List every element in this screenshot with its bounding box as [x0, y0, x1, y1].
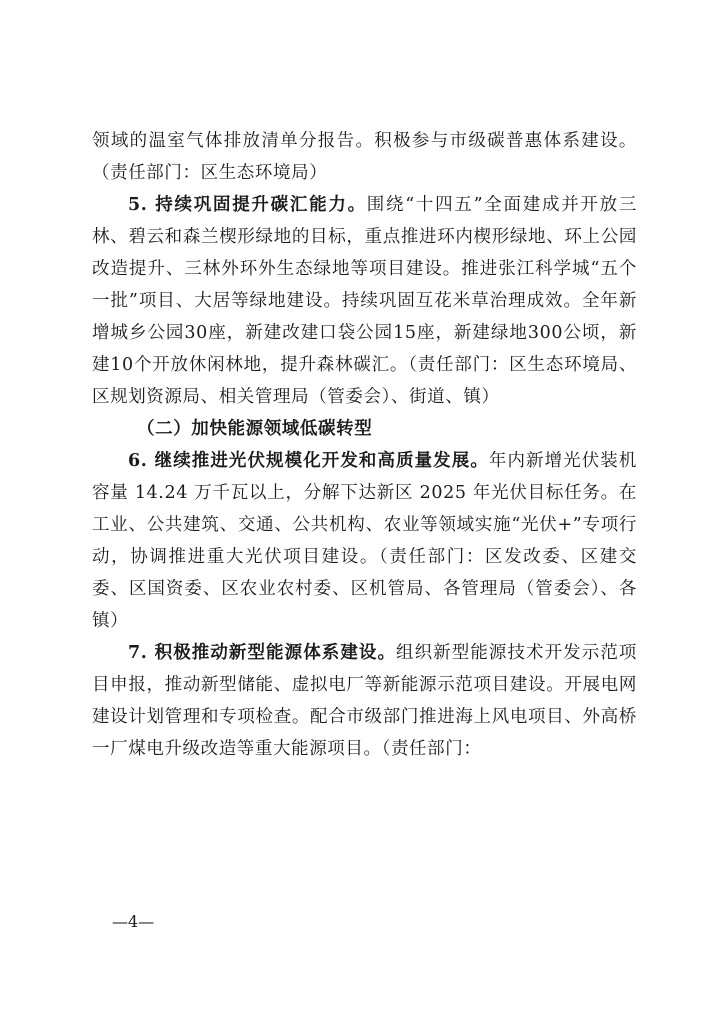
paragraph-item-6 [92, 445, 637, 637]
item-body: 年内新增光伏装机容量 14.24 万千瓦以上，分解下达新区 2025 年光伏目标任务。在工业、公共建筑、交通、公共机构、农业等领域实施“光伏+”专项行动，协调推进重大光伏项目建设。（责任部门：区发改委、区建交委、区国资委、区农业农村委、区机管局、各管理局（管委会）、各镇） [92, 451, 637, 631]
item-title: 5. 持续巩固提升碳汇能力。 [128, 195, 367, 215]
section-heading-text: （二）加快能源领域低碳转型 [137, 419, 373, 439]
item-body: 组织新型能源技术开发示范项目申报，推动新型储能、虚拟电厂等新能源示范项目建设。开展电网建设计划管理和专项检查。配合市级部门推进海上风电项目、外高桥一厂煤电升级改造等重大能源项目。（责任部门： [92, 643, 637, 759]
paragraph-continuation [92, 125, 637, 189]
document-page [92, 125, 637, 765]
item-body: 围绕“十四五”全面建成并开放三林、碧云和森兰楔形绿地的目标，重点推进环内楔形绿地、环上公园改造提升、三林外环外生态绿地等项目建设。推进张江科学城“五个一批”项目、大居等绿地建设。持续巩固互花米草治理成效。全年新增城乡公园30座，新建改建口袋公园15座，新建绿地300公顷，新建10个开放休闲林地，提升森林碳汇。（责任部门：区生态环境局、区规划资源局、相关管理局（管委会）、街道、镇） [92, 195, 637, 407]
paragraph-item-5 [92, 189, 637, 413]
section-heading [92, 413, 637, 445]
page-number: —4— [112, 912, 155, 931]
paragraph-text: 领域的温室气体排放清单分报告。积极参与市级碳普惠体系建设。（责任部门：区生态环境局） [92, 131, 637, 183]
item-title: 6. 继续推进光伏规模化开发和高质量发展。 [128, 451, 489, 471]
item-title: 7. 积极推动新型能源体系建设。 [128, 643, 397, 663]
paragraph-item-7 [92, 637, 637, 765]
